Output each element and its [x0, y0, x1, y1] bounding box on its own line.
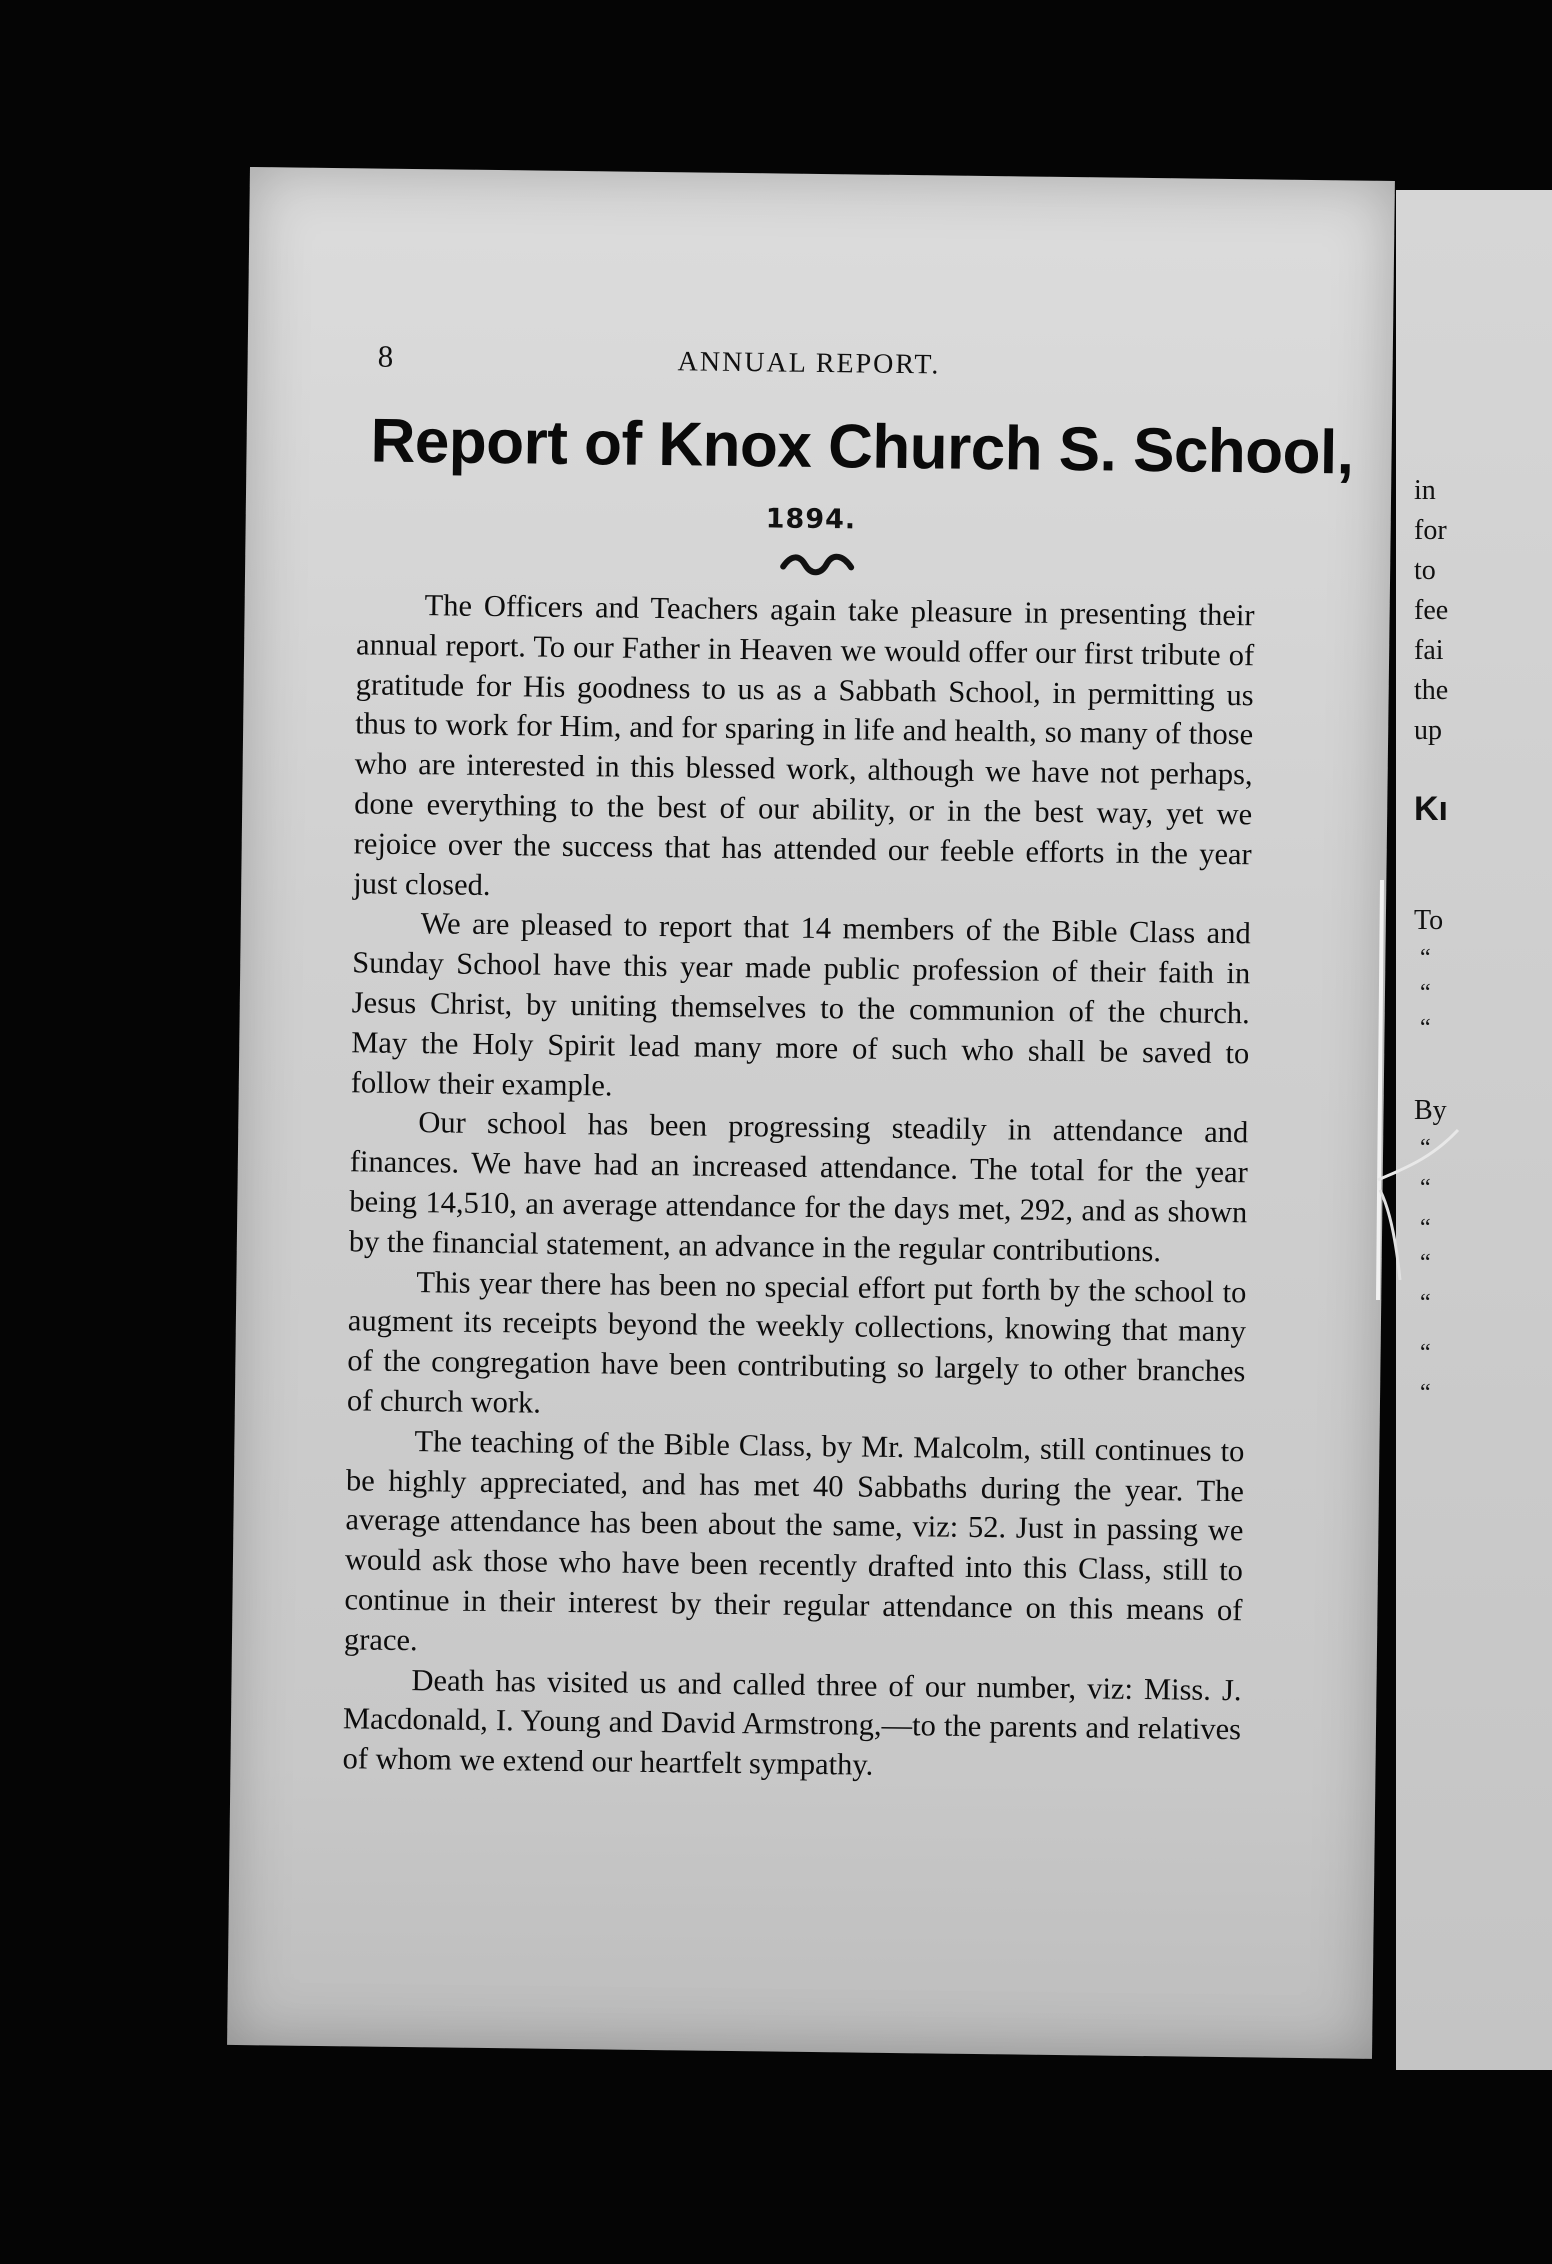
paragraph: We are pleased to report that 14 members of the Bible Class and Sunday School have this year made public profession of their faith in Jesus Christ, by uniting themselves to the communion of the church. May the Holy Spirit lead many more of such who shall be saved to follow their example. [350, 906, 1251, 1103]
ditto-mark: “ [1420, 1215, 1431, 1241]
document-page [227, 167, 1395, 2059]
paragraph: Death has visited us and called three of our number, viz: Miss. J. Macdonald, I. Young and David Armstrong,—to the parents and relatives of whom we extend our heartfelt sympathy. [342, 1662, 1242, 1782]
paragraph: Our school has been progressing steadily in attendance and finances. We have had an increased attendance. The total for the year being 14,510, an average attendance for the days met, 292, and as shown by the financial statement, an advance in the regular contributions. [348, 1105, 1249, 1268]
paragraph: The teaching of the Bible Class, by Mr. Malcolm, still continues to be highly appreciated, and has met 40 Sabbaths during the year. The average attendance has been about the same, viz: 52. Just in passing we would ask those who have been recently drafted into this Class, still to continue in their interest by their regular attendance on this means of grace. [343, 1423, 1245, 1657]
facing-text-fragment: fai [1414, 635, 1444, 666]
facing-text-fragment: fee [1414, 595, 1449, 626]
paragraph: The Officers and Teachers again take pleasure in presenting their annual report. To our Father in Heaven we would offer our first tribute of gratitude for His goodness to us as a Sabbath School, in permitting us thus to work for Him, and for sparing in life and health, so many of those who are interested in this blessed work, although we have not perhaps, done everything to the best of our ability, or in the best way, yet we rejoice over the success that has attended our feeble efforts in the year just closed. [353, 588, 1255, 902]
ditto-mark: “ [1420, 980, 1431, 1006]
paragraph: This year there has been no special effort put forth by the school to augment its receipts beyond the weekly collections, knowing that many of the congregation have been contributing so largely to other branches of church work. [346, 1264, 1247, 1420]
report-title: Report of Knox Church S. School, [370, 406, 1354, 488]
report-body [342, 585, 1255, 1790]
facing-text-fragment: up [1414, 715, 1442, 746]
ditto-mark: “ [1420, 1340, 1431, 1366]
report-year: 1894. [765, 503, 857, 536]
facing-text-fragment: the [1414, 675, 1449, 706]
ditto-mark: “ [1420, 1250, 1431, 1276]
binding-thread-icon [1360, 880, 1460, 1300]
ditto-mark: “ [1420, 1290, 1431, 1316]
ditto-mark: “ [1420, 1175, 1431, 1201]
ditto-mark: “ [1420, 1015, 1431, 1041]
facing-to-label: To [1414, 905, 1444, 936]
facing-heading-fragment: Kı [1414, 790, 1448, 828]
ditto-mark: “ [1420, 1135, 1431, 1161]
running-title: ANNUAL REPORT. [677, 346, 941, 381]
ornament-icon [777, 548, 857, 579]
facing-text-fragment: in [1414, 475, 1436, 506]
running-header [377, 339, 1177, 389]
ditto-mark: “ [1420, 945, 1431, 971]
facing-text-fragment: for [1414, 515, 1447, 546]
facing-text-fragment: to [1414, 555, 1436, 586]
facing-by-label: By [1414, 1095, 1447, 1126]
page-number: 8 [377, 338, 394, 374]
ditto-mark: “ [1420, 1380, 1431, 1406]
